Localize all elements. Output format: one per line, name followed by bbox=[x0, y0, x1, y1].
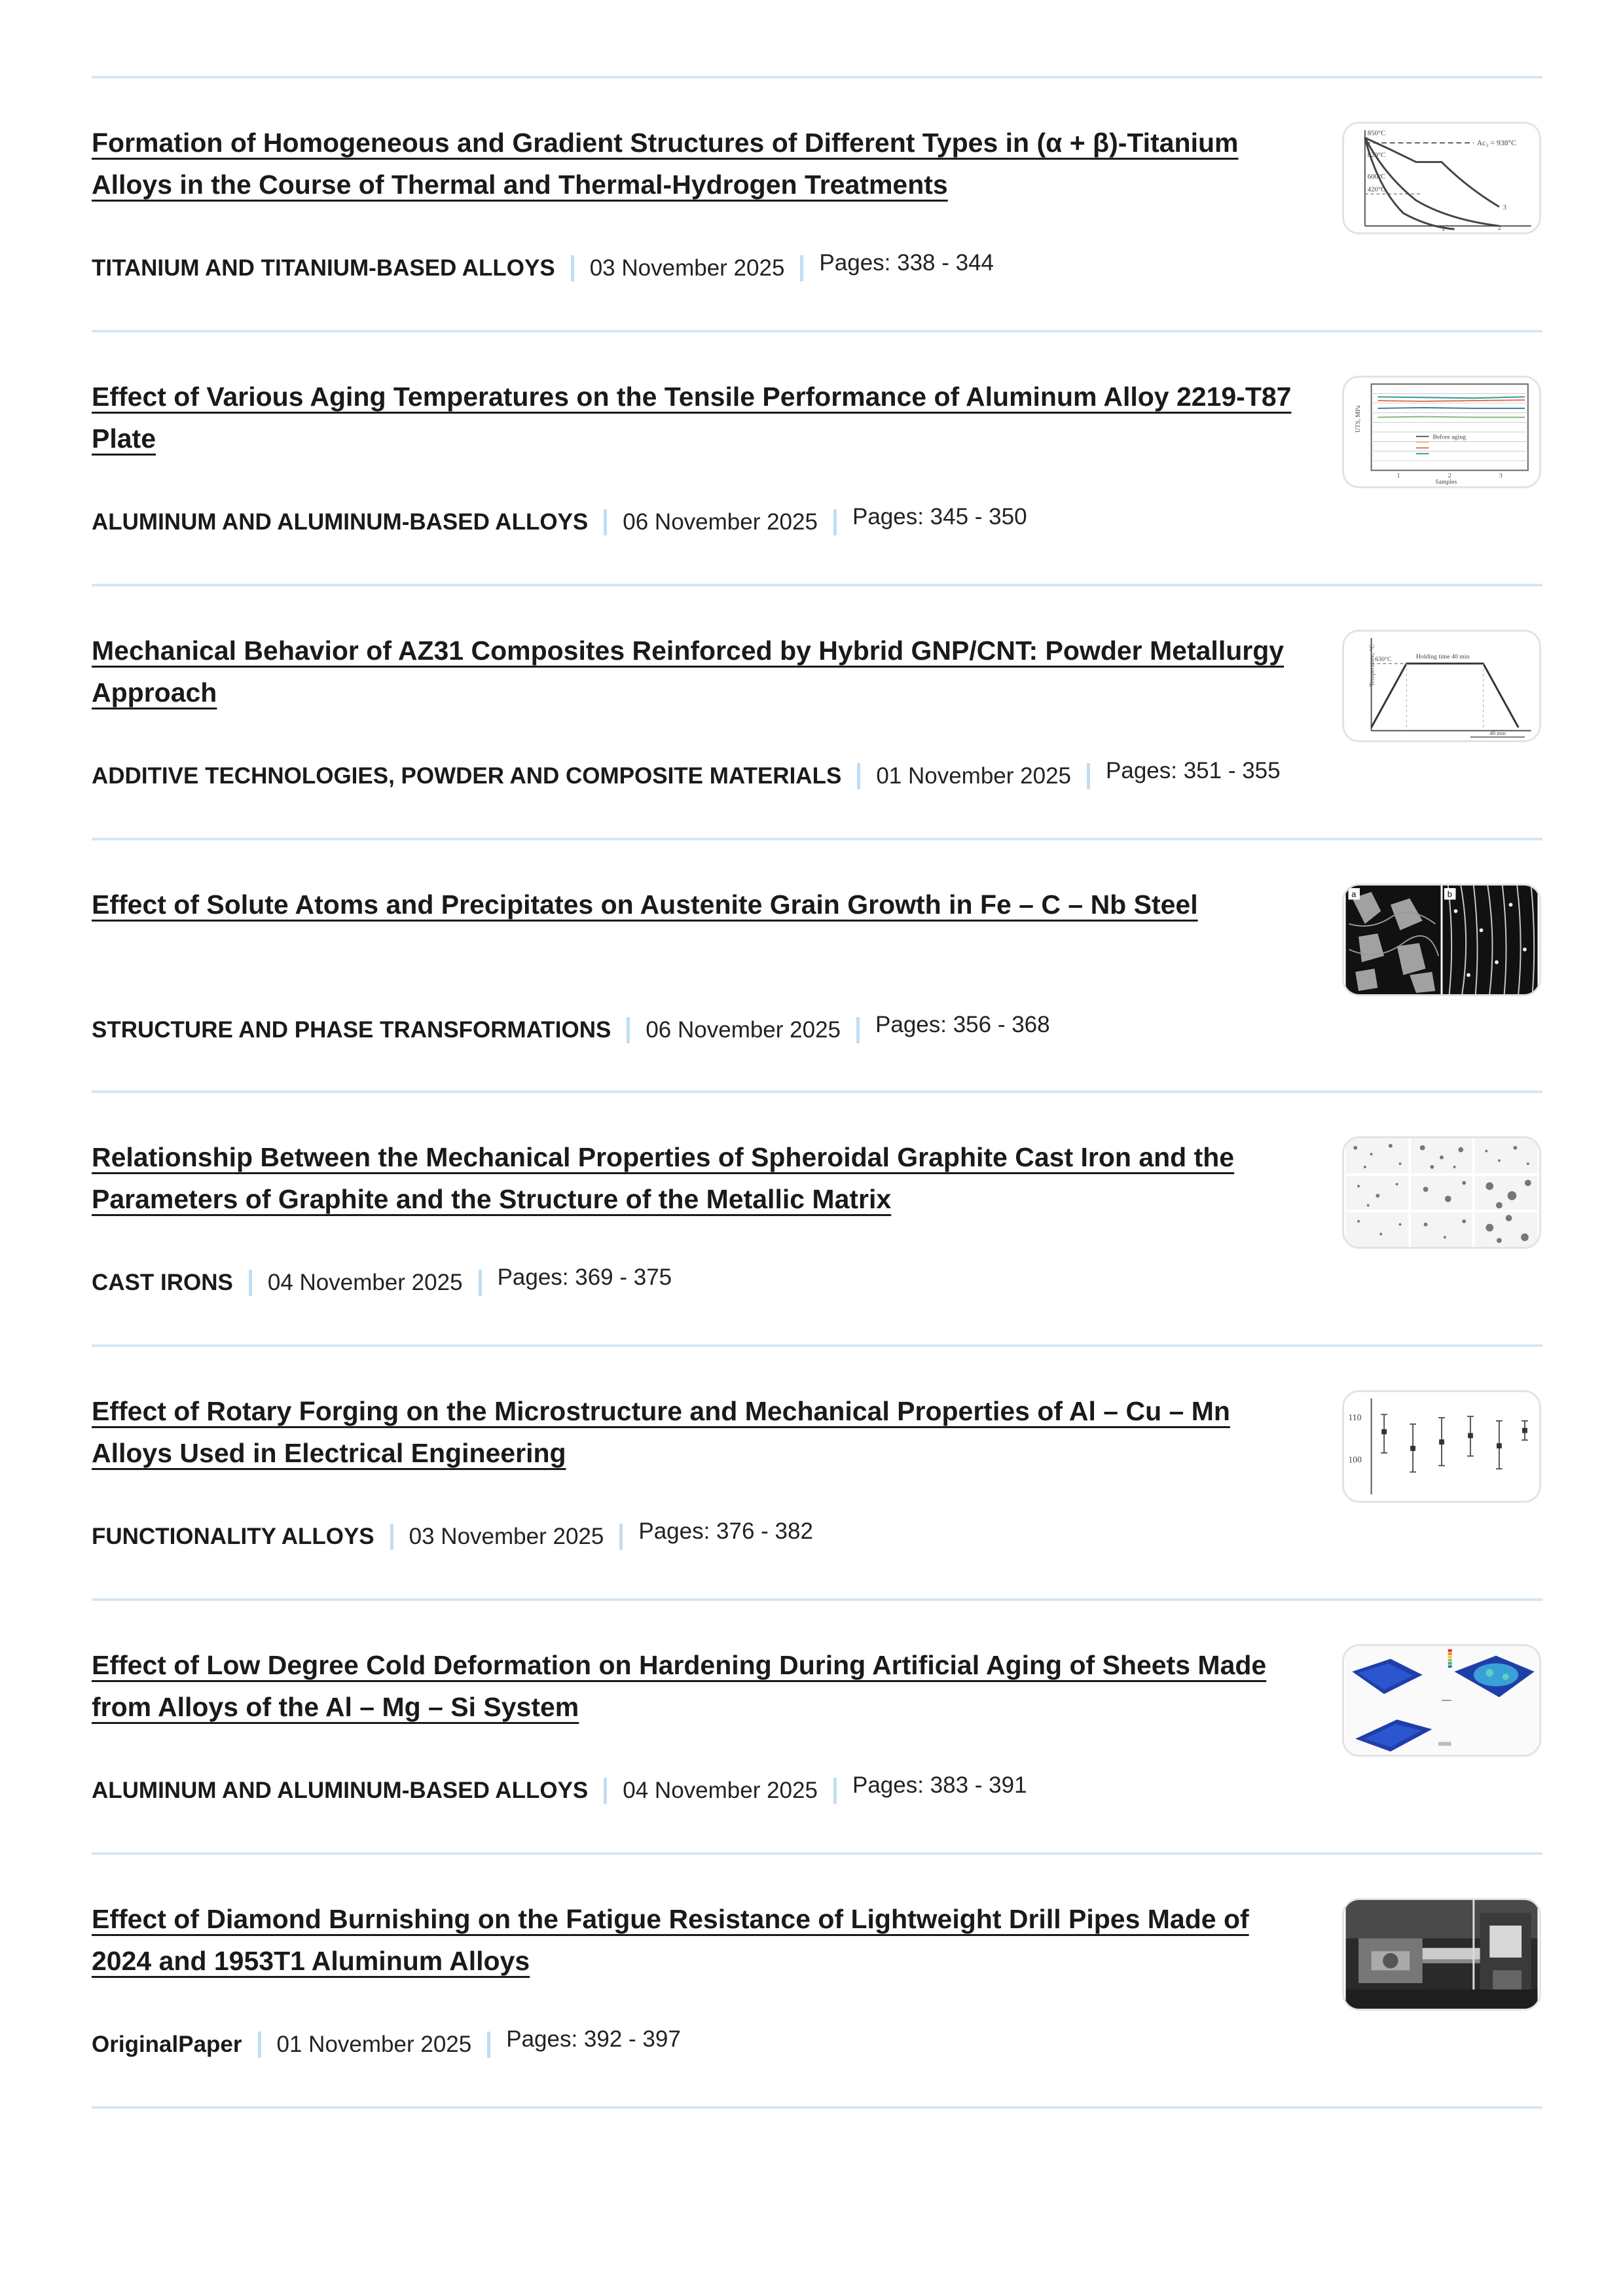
article-title bbox=[92, 376, 1309, 459]
meta-divider bbox=[1087, 763, 1090, 789]
meta-divider bbox=[571, 255, 574, 281]
article-title-link[interactable]: Effect of Rotary Forging on the Microstructure and Mechanical Properties of Al – Cu – Mn Alloys Used in Electrical Engineering bbox=[92, 1396, 1230, 1468]
article-pages: Pages: 369 - 375 bbox=[497, 1265, 672, 1290]
article-meta bbox=[92, 504, 1027, 537]
meta-divider bbox=[604, 1778, 607, 1804]
article-thumbnail[interactable] bbox=[1342, 1644, 1541, 1757]
chart-tick-label: 1 bbox=[1396, 472, 1400, 480]
article-title bbox=[92, 630, 1309, 713]
article-title bbox=[92, 122, 1309, 206]
article-pages: Pages: 356 - 368 bbox=[875, 1012, 1050, 1037]
meta-divider bbox=[487, 2032, 490, 2058]
chart-tick-label: 2 bbox=[1448, 472, 1451, 480]
article-card bbox=[92, 1854, 1542, 2106]
article-card bbox=[92, 331, 1542, 584]
article-pages: Pages: 376 - 382 bbox=[638, 1518, 813, 1544]
article-thumbnail[interactable] bbox=[1342, 376, 1541, 488]
article-date: 03 November 2025 bbox=[409, 1524, 604, 1549]
article-meta bbox=[92, 250, 994, 283]
article-title bbox=[92, 1644, 1309, 1728]
article-title-link[interactable]: Effect of Solute Atoms and Precipitates on Austenite Grain Growth in Fe – C – Nb Steel bbox=[92, 889, 1198, 920]
article-card bbox=[92, 1092, 1542, 1344]
article-title-link[interactable]: Mechanical Behavior of AZ31 Composites Reinforced by Hybrid GNP/CNT: Powder Metallurgy Approach bbox=[92, 636, 1285, 708]
article-card bbox=[92, 1600, 1542, 1852]
article-meta bbox=[92, 1518, 813, 1551]
article-thumbnail[interactable] bbox=[1342, 1390, 1541, 1503]
meta-divider bbox=[249, 1270, 252, 1296]
article-section[interactable]: ALUMINUM AND ALUMINUM-BASED ALLOYS bbox=[92, 509, 589, 535]
meta-divider bbox=[857, 763, 860, 789]
article-date: 06 November 2025 bbox=[623, 509, 818, 535]
article-section[interactable]: STRUCTURE AND PHASE TRANSFORMATIONS bbox=[92, 1017, 611, 1043]
chart-label: 850°C bbox=[1367, 129, 1386, 137]
chart-label: 3 bbox=[1503, 203, 1507, 211]
article-title bbox=[92, 1390, 1309, 1474]
chart-annotation: Holding time 40 min bbox=[1415, 653, 1470, 661]
article-section[interactable]: ALUMINUM AND ALUMINUM-BASED ALLOYS bbox=[92, 1778, 589, 1803]
cooling-curves-chart-icon bbox=[1344, 124, 1539, 232]
chart-axis-label: Temperature, °C bbox=[1368, 644, 1376, 687]
article-thumbnail[interactable] bbox=[1342, 1136, 1541, 1249]
article-thumbnail[interactable] bbox=[1342, 884, 1541, 996]
article-title bbox=[92, 1898, 1309, 1982]
article-pages: Pages: 392 - 397 bbox=[506, 2026, 681, 2052]
article-title-link[interactable]: Effect of Various Aging Temperatures on the Tensile Performance of Aluminum Alloy 2219-T87 Plate bbox=[92, 382, 1292, 454]
meta-divider bbox=[833, 509, 837, 535]
article-card bbox=[92, 77, 1542, 330]
tensile-line-chart-icon bbox=[1344, 378, 1539, 486]
article-section[interactable]: TITANIUM AND TITANIUM-BASED ALLOYS bbox=[92, 255, 555, 281]
article-title bbox=[92, 1136, 1309, 1220]
article-card bbox=[92, 585, 1542, 838]
article-date: 04 November 2025 bbox=[267, 1270, 463, 1295]
chart-label: Ac₃ = 938°C bbox=[1476, 139, 1516, 148]
fem-sheet-icon bbox=[1344, 1646, 1539, 1755]
article-title-link[interactable]: Formation of Homogeneous and Gradient Structures of Different Types in (α + β)-Titanium Alloys in the Course of Thermal and Thermal-Hydrogen Treatments bbox=[92, 128, 1239, 200]
meta-divider bbox=[833, 1778, 837, 1804]
panel-label: a bbox=[1351, 889, 1357, 899]
sintering-profile-icon bbox=[1344, 632, 1539, 740]
micrograph-icon bbox=[1344, 886, 1539, 994]
separator bbox=[92, 2106, 1542, 2109]
article-date: 04 November 2025 bbox=[623, 1778, 818, 1803]
article-title-link[interactable]: Effect of Low Degree Cold Deformation on Hardening During Artificial Aging of Sheets Made from Alloys of the Al – Mg – Si System bbox=[92, 1650, 1267, 1722]
article-meta bbox=[92, 1772, 1027, 1805]
article-thumbnail[interactable] bbox=[1342, 630, 1541, 742]
article-title-link[interactable]: Effect of Diamond Burnishing on the Fatigue Resistance of Lightweight Drill Pipes Made of 2024 and 1953T1 Aluminum Alloys bbox=[92, 1904, 1249, 1976]
article-title bbox=[92, 884, 1309, 925]
article-date: 03 November 2025 bbox=[589, 255, 785, 281]
chart-label: 420°C bbox=[1367, 185, 1386, 194]
article-meta bbox=[92, 1265, 672, 1297]
article-card bbox=[92, 839, 1542, 1092]
chart-annotation: 630°C bbox=[1375, 655, 1392, 663]
article-thumbnail[interactable] bbox=[1342, 122, 1541, 234]
chart-axis-label: Samples bbox=[1435, 478, 1457, 486]
error-bar-chart-icon bbox=[1344, 1392, 1539, 1501]
chart-label: 2 bbox=[1497, 224, 1502, 232]
chart-legend-label: Before aging bbox=[1432, 433, 1466, 441]
article-section[interactable]: FUNCTIONALITY ALLOYS bbox=[92, 1524, 374, 1549]
article-pages: Pages: 338 - 344 bbox=[819, 250, 994, 276]
chart-label: 820°C bbox=[1367, 151, 1386, 159]
article-pages: Pages: 351 - 355 bbox=[1106, 758, 1281, 783]
article-section[interactable]: CAST IRONS bbox=[92, 1270, 233, 1295]
meta-divider bbox=[627, 1017, 630, 1043]
chart-tick-label: 100 bbox=[1348, 1454, 1362, 1465]
chart-label: 600°C bbox=[1367, 172, 1386, 181]
article-meta bbox=[92, 2026, 681, 2059]
meta-divider bbox=[604, 509, 607, 535]
article-section[interactable]: ADDITIVE TECHNOLOGIES, POWDER AND COMPOSITE MATERIALS bbox=[92, 763, 842, 789]
chart-label: 1 bbox=[1442, 225, 1446, 232]
panel-label: b bbox=[1447, 889, 1452, 899]
meta-divider bbox=[856, 1017, 860, 1043]
article-date: 01 November 2025 bbox=[276, 2032, 472, 2057]
meta-divider bbox=[258, 2032, 261, 2058]
article-pages: Pages: 345 - 350 bbox=[852, 504, 1027, 529]
article-card bbox=[92, 1346, 1542, 1598]
article-meta bbox=[92, 1012, 1050, 1045]
article-meta bbox=[92, 758, 1281, 791]
article-pages: Pages: 383 - 391 bbox=[852, 1772, 1027, 1798]
article-date: 01 November 2025 bbox=[876, 763, 1072, 789]
meta-divider bbox=[800, 255, 803, 281]
article-section[interactable]: OriginalPaper bbox=[92, 2032, 242, 2057]
meta-divider bbox=[390, 1524, 393, 1550]
chart-axis-label: UTS, MPa bbox=[1355, 405, 1362, 433]
meta-divider bbox=[619, 1524, 623, 1550]
article-title-link[interactable]: Relationship Between the Mechanical Properties of Spheroidal Graphite Cast Iron and the Parameters of Graphite and the Structure of the Metallic Matrix bbox=[92, 1142, 1235, 1214]
lathe-photo-icon bbox=[1344, 1900, 1539, 2009]
graphite-grid-icon bbox=[1344, 1138, 1539, 1247]
article-thumbnail[interactable] bbox=[1342, 1898, 1541, 2011]
meta-divider bbox=[479, 1270, 482, 1296]
chart-tick-label: 3 bbox=[1499, 472, 1503, 480]
chart-annotation: 40 min bbox=[1489, 730, 1506, 737]
article-date: 06 November 2025 bbox=[646, 1017, 841, 1043]
chart-tick-label: 110 bbox=[1348, 1412, 1362, 1422]
